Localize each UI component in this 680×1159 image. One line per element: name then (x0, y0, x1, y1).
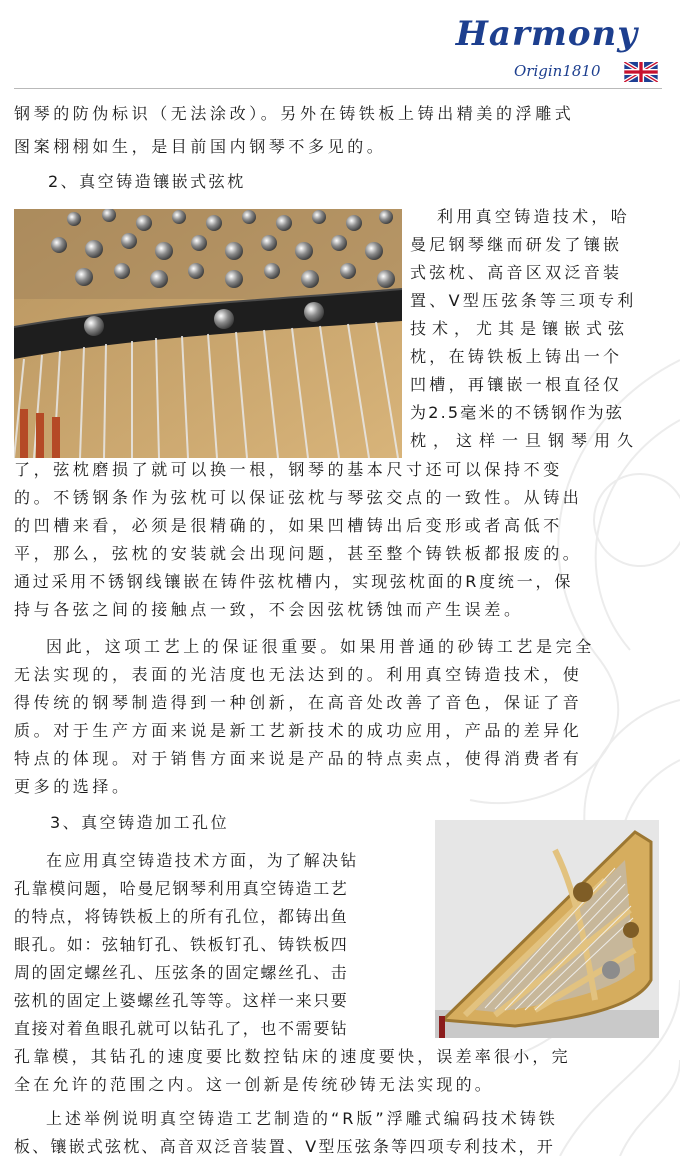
logo-wordmark: Harmony (455, 14, 638, 54)
text-line: 凹槽，再镶嵌一根直径仅 (410, 375, 623, 394)
text-line: 枕，在铸铁板上铸出一个 (410, 347, 623, 366)
text-line: 板、镶嵌式弦枕、高音双泛音装置、V型压弦条等四项专利技术，开 (14, 1137, 555, 1156)
string-rest-photo (14, 209, 402, 458)
text-line: 直接对着鱼眼孔就可以钻孔了，也不需要钻 (14, 1019, 349, 1038)
text-line: 的凹槽来看，必须是很精确的，如果凹槽铸出后变形或者高低不 (14, 516, 563, 535)
section-heading-3: 3、真空铸造加工孔位 (50, 813, 230, 832)
text-line: 周的固定螺丝孔、压弦条的固定螺丝孔、击 (14, 963, 349, 982)
text-line: 弦机的固定上婆螺丝孔等等。这样一来只要 (14, 991, 349, 1010)
photo-drawing (14, 209, 402, 458)
text-line: 更多的选择。 (14, 777, 132, 796)
text-line: 图案栩栩如生，是目前国内钢琴不多见的。 (14, 137, 387, 156)
harmony-logo (455, 14, 658, 86)
text-line: 为2.5毫米的不锈钢作为弦 (410, 403, 625, 422)
text-line: 置、V型压弦条等三项专利 (410, 291, 637, 310)
text-line: 上述举例说明真空铸造工艺制造的“R版”浮雕式编码技术铸铁 (46, 1109, 558, 1128)
cast-iron-plate-photo (435, 820, 659, 1038)
text-line: 了，弦枕磨损了就可以换一根，钢琴的基本尺寸还可以保持不变 (14, 460, 563, 479)
text-line: 持与各弦之间的接触点一致，不会因弦枕锈蚀而产生误差。 (14, 600, 524, 619)
text-line: 因此，这项工艺上的保证很重要。如果用普通的砂铸工艺是完全 (46, 637, 595, 656)
header-divider (14, 88, 662, 89)
text-line: 的。不锈钢条作为弦枕可以保证弦枕与琴弦交点的一致性。从铸出 (14, 488, 583, 507)
text-line: 全在允许的范围之内。这一创新是传统砂铸无法实现的。 (14, 1075, 495, 1094)
text-line: 特点的体现。对于销售方面来说是产品的特点卖点，使得消费者有 (14, 749, 583, 768)
logo-tagline: Origin1810 (514, 62, 601, 80)
union-jack-flag-icon (624, 62, 658, 82)
text-line: 式弦枕、高音区双泛音装 (410, 263, 623, 282)
page-header (0, 0, 680, 95)
text-line: 在应用真空铸造技术方面，为了解决钻 (46, 851, 359, 870)
text-line: 的特点，将铸铁板上的所有孔位，都铸出鱼 (14, 907, 349, 926)
text-line: 孔靠模，其钻孔的速度要比数控钻床的速度要快，误差率很小，完 (14, 1047, 571, 1066)
text-line: 得传统的钢琴制造得到一种创新，在高音处改善了音色，保证了音 (14, 693, 583, 712)
text-line: 眼孔。如：弦轴钉孔、铁板钉孔、铸铁板四 (14, 935, 349, 954)
text-line: 技术，尤其是镶嵌式弦 (410, 319, 631, 338)
text-line: 利用真空铸造技术，哈 (437, 207, 631, 226)
section-heading-2: 2、真空铸造镶嵌式弦枕 (48, 172, 246, 191)
photo-drawing (435, 820, 659, 1038)
text-line: 枕，这样一旦钢琴用久 (410, 431, 641, 450)
text-line: 曼尼钢琴继而研发了镶嵌 (410, 235, 623, 254)
text-line: 质。对于生产方面来说是新工艺新技术的成功应用，产品的差异化 (14, 721, 583, 740)
text-line: 钢琴的防伪标识（无法涂改）。另外在铸铁板上铸出精美的浮雕式 (14, 104, 575, 123)
text-line: 孔靠模问题，哈曼尼钢琴利用真空铸造工艺 (14, 879, 349, 898)
text-line: 平，那么，弦枕的安装就会出现问题，甚至整个铸铁板都报废的。 (14, 544, 583, 563)
text-line: 通过采用不锈钢线镶嵌在铸件弦枕槽内，实现弦枕面的R度统一，保 (14, 572, 574, 591)
text-line: 无法实现的，表面的光洁度也无法达到的。利用真空铸造技术，使 (14, 665, 583, 684)
